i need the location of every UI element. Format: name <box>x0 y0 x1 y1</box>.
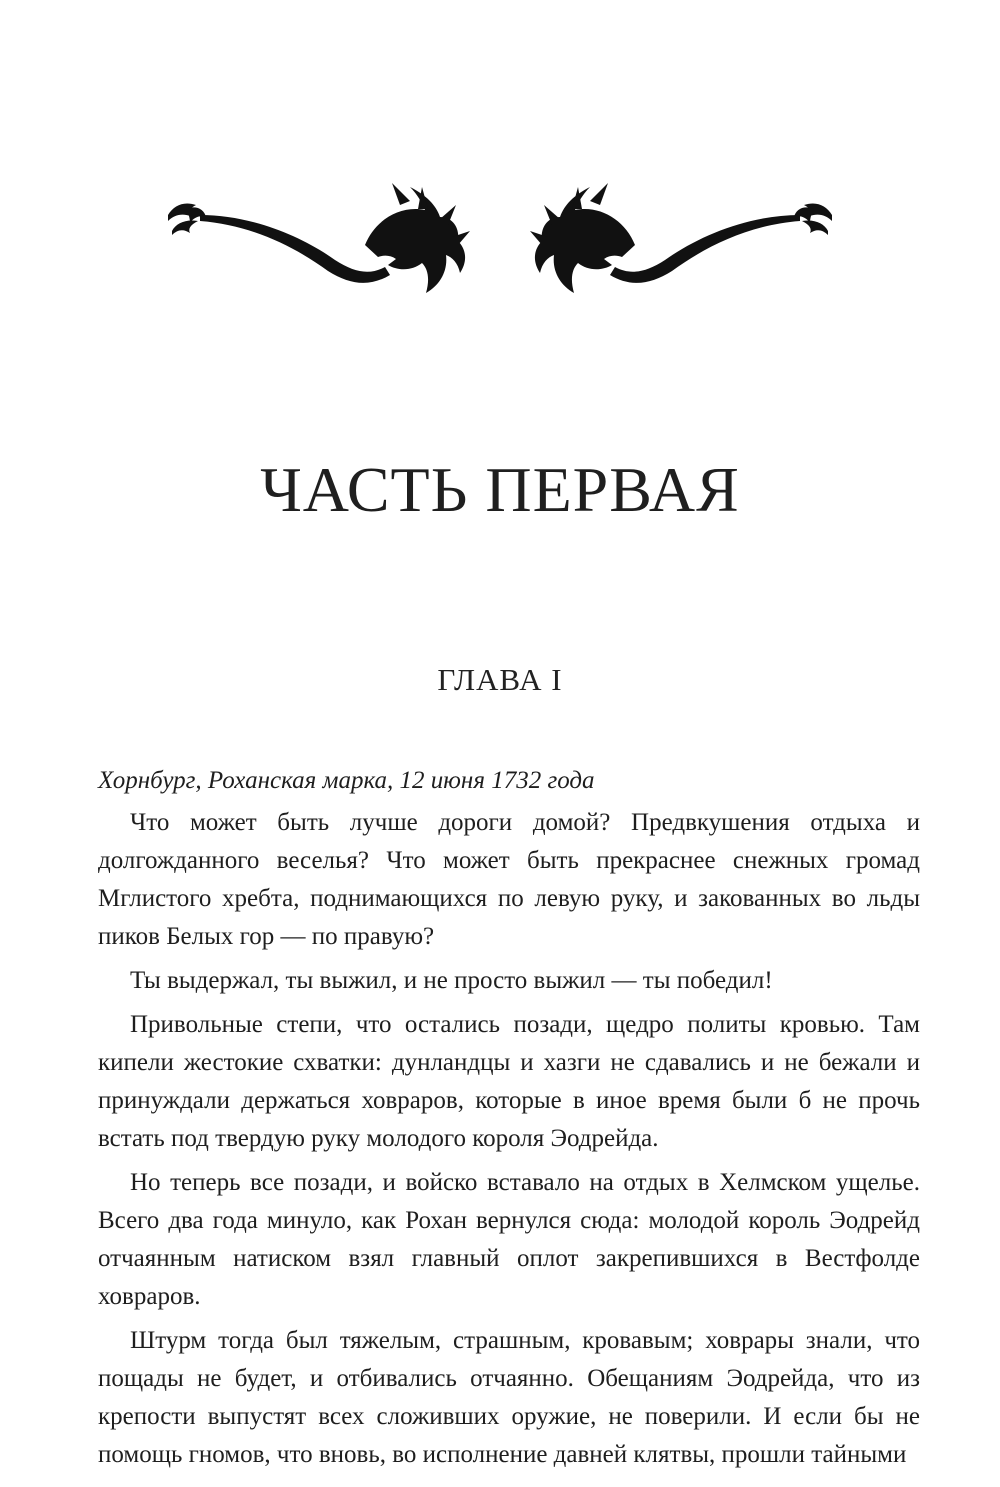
place-date: Хорнбург, Роханская марка, 12 июня 1732 года <box>98 767 595 794</box>
dragon-ornament-icon <box>160 175 840 295</box>
chapter-title: ГЛАВА I <box>437 662 563 697</box>
chapter-text <box>98 762 920 1480</box>
paragraph: Ты выдержал, ты выжил, и не просто выжил — ты победил! <box>130 967 773 994</box>
part-title: ЧАСТЬ ПЕРВАЯ <box>260 454 740 525</box>
paragraph: Привольные степи, что остались позади, щедро политы кровью. Там кипели жестокие схватки: дунландцы и хазги не сдавались и не бежали и принуждали держаться ховраров, которые в иное время были б не прочь встать под твердую руку молодого короля Эодрейда. <box>98 1011 920 1152</box>
paragraph: Штурм тогда был тяжелым, страшным, кровавым; ховрары знали, что пощады не будет, и отбивались отчаянно. Обещаниям Эодрейда, что из крепости выпустят всех сложивших оружие, не поверили. И если бы не помощь гномов, что вновь, во исполнение давней клятвы, прошли тайными <box>98 1327 920 1468</box>
paragraph: Но теперь все позади, и войско вставало на отдых в Хелмском ущелье. Всего два года минуло, как Рохан вернулся сюда: молодой король Эодрейд отчаянным натиском взял главный оплот закрепившихся в Вестфолде ховраров. <box>98 1169 920 1310</box>
paragraph: Что может быть лучше дороги домой? Предвкушения отдыха и долгожданного веселья? Что может быть прекраснее снежных громад Мглистого хребта, поднимающихся по левую руку, и закованных во льды пиков Белых гор — по правую? <box>98 809 920 950</box>
